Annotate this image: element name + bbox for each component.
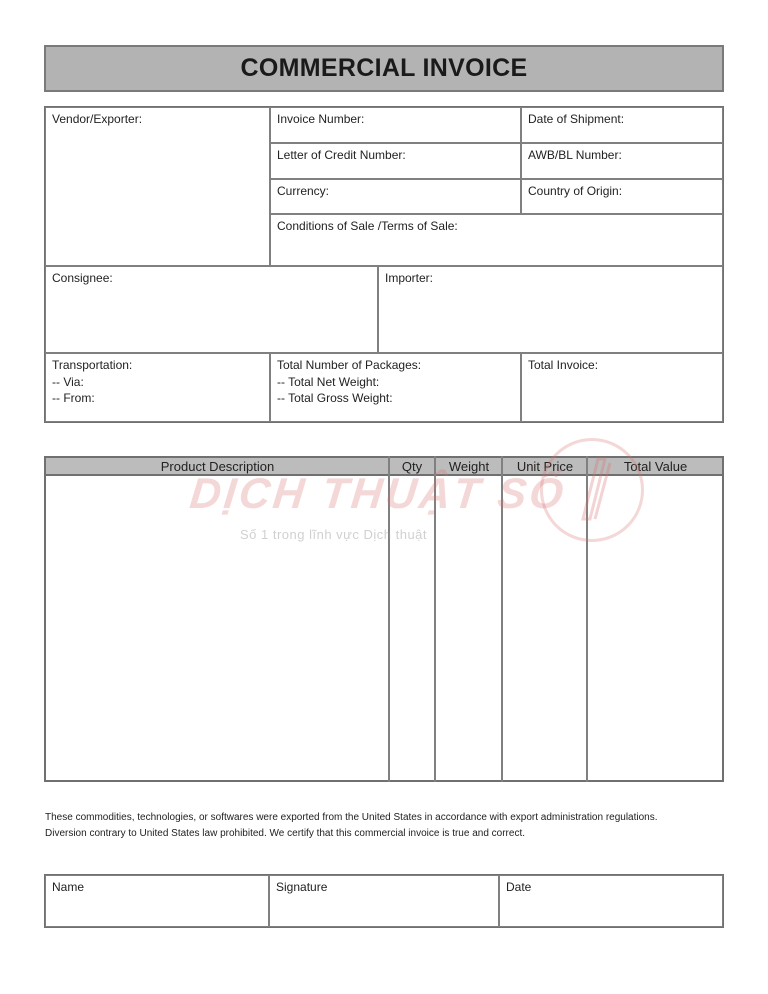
currency-field[interactable]: [270, 179, 521, 214]
col-header-qty: Qty: [401, 458, 423, 474]
total-invoice-label: Total Invoice:: [528, 358, 599, 372]
col-header-total-value: Total Value: [623, 458, 688, 474]
date-label: Date: [506, 880, 532, 894]
awb-bl-field[interactable]: [521, 143, 723, 179]
packages-label: Total Number of Packages: -- Total Net Weight: -- Total Gross Weight:: [277, 358, 422, 405]
conditions-of-sale-field[interactable]: [270, 214, 723, 266]
col-header-product-description: Product Description: [160, 458, 275, 474]
country-of-origin-field[interactable]: [521, 179, 723, 214]
col-header-unit-price: Unit Price: [516, 458, 574, 474]
page-title: COMMERCIAL INVOICE: [240, 54, 528, 82]
vendor-field[interactable]: [45, 107, 270, 266]
country-of-origin-label: Country of Origin:: [528, 184, 623, 198]
transportation-field[interactable]: [45, 353, 270, 422]
letter-of-credit-label: Letter of Credit Number:: [277, 148, 406, 162]
col-header-weight: Weight: [448, 458, 490, 474]
consignee-field[interactable]: [45, 266, 378, 353]
date-field[interactable]: [499, 875, 723, 927]
date-of-shipment-field[interactable]: [521, 107, 723, 143]
watermark-brand: DỊCH THUẬT SỐ: [187, 470, 569, 518]
transportation-label: Transportation: -- Via: -- From:: [52, 358, 133, 405]
invoice-number-label: Invoice Number:: [277, 112, 365, 126]
conditions-of-sale-label: Conditions of Sale /Terms of Sale:: [277, 219, 458, 233]
vendor-label: Vendor/Exporter:: [52, 112, 143, 126]
certification-text: [45, 810, 735, 842]
importer-label: Importer:: [385, 271, 434, 285]
total-invoice-field[interactable]: [521, 353, 723, 422]
letter-of-credit-field[interactable]: [270, 143, 521, 179]
signature-field[interactable]: [269, 875, 499, 927]
signature-label: Signature: [276, 880, 328, 894]
invoice-title-bar: [44, 45, 724, 92]
importer-field[interactable]: [378, 266, 723, 353]
certification-line-2: Diversion contrary to United States law prohibited. We certify that this commercial invoice is true and correct.: [45, 828, 526, 839]
packages-field[interactable]: [270, 353, 521, 422]
watermark-tagline: Số 1 trong lĩnh vực Dịch thuật: [240, 527, 428, 542]
currency-label: Currency:: [277, 184, 330, 198]
date-of-shipment-label: Date of Shipment:: [528, 112, 625, 126]
certification-line-1: These commodities, technologies, or softwares were exported from the United States in accordance with export administration regulations.: [45, 812, 658, 823]
invoice-number-field[interactable]: [270, 107, 521, 143]
name-field[interactable]: [45, 875, 269, 927]
awb-bl-label: AWB/BL Number:: [528, 148, 622, 162]
consignee-label: Consignee:: [52, 271, 113, 285]
name-label: Name: [52, 880, 85, 894]
